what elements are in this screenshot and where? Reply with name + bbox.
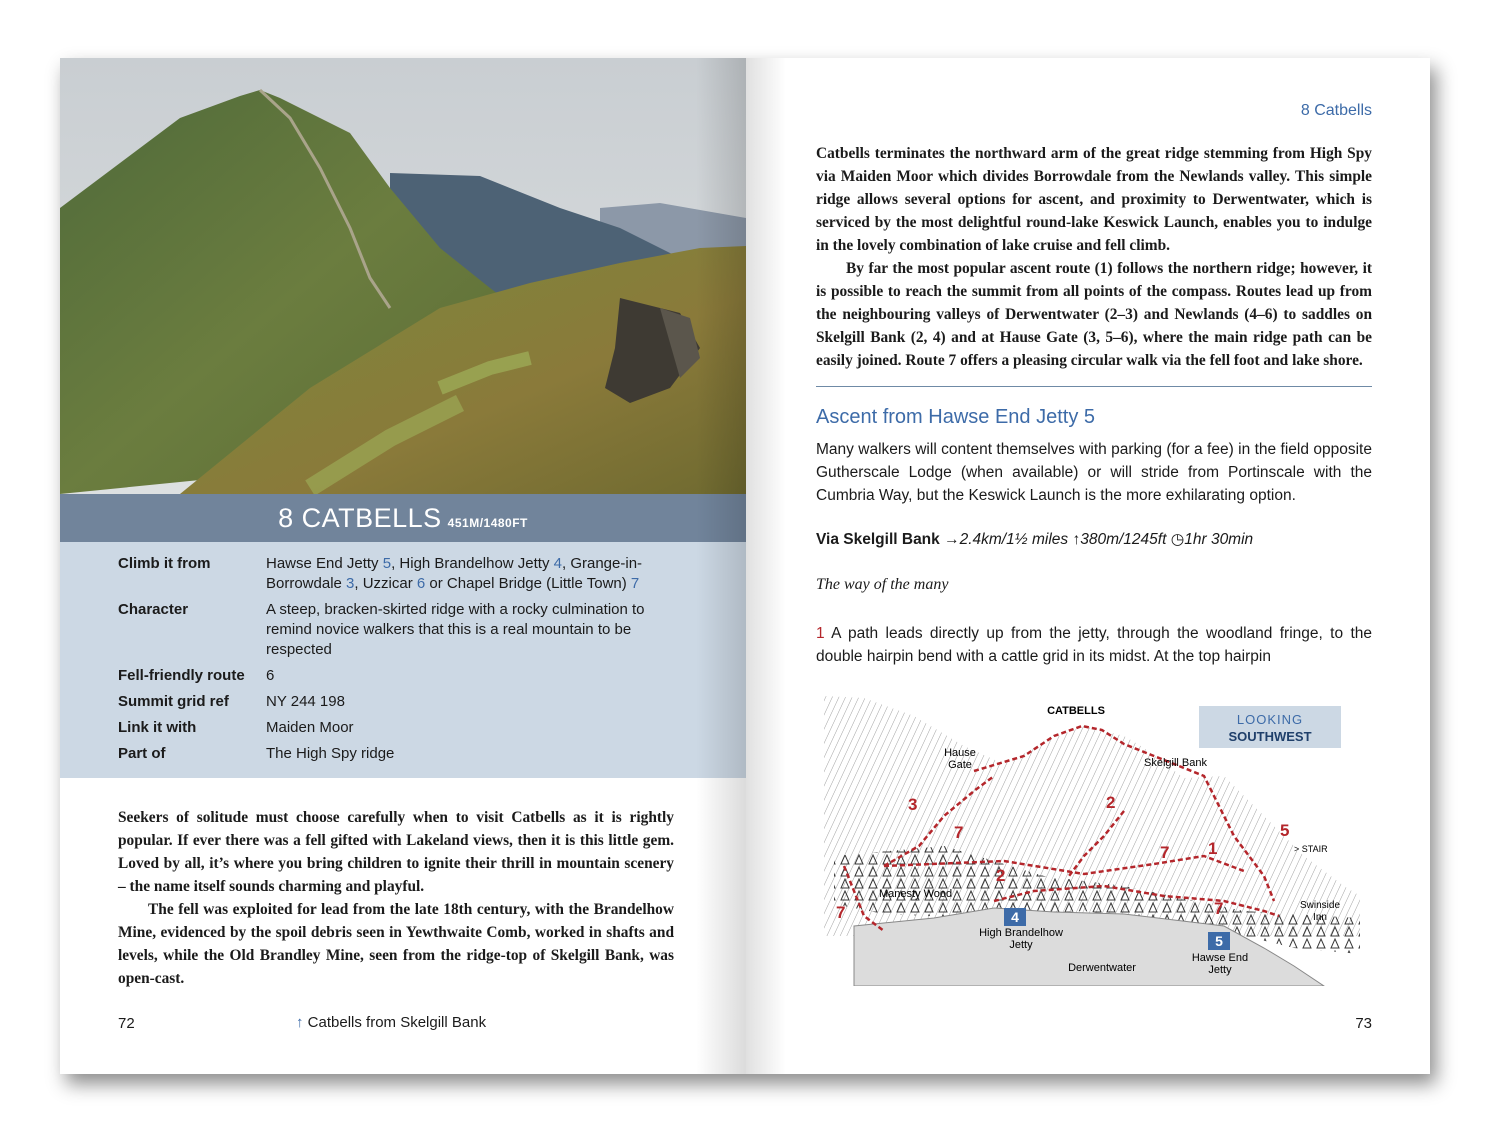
fell-title: 8 CATBELLS	[278, 503, 442, 533]
route-number: 3	[908, 795, 918, 814]
fact-value: A steep, bracken-skirted ridge with a rocky culmination to remind novice walkers that this is a real mountain to be respected	[266, 601, 645, 658]
fact-label: Summit grid ref	[118, 693, 229, 710]
looking-label: LOOKING	[1236, 712, 1304, 727]
route-map	[824, 686, 1360, 986]
route-number: 7	[1214, 899, 1224, 918]
step-number: 1	[816, 625, 825, 642]
route-number: 7	[836, 903, 846, 922]
route-number: 2	[1106, 793, 1116, 812]
running-head: 8 Catbells	[1300, 102, 1372, 119]
route-distance: 2.4km/1½ miles	[959, 531, 1069, 548]
route-number: 7	[954, 823, 964, 842]
book-spread	[60, 58, 1430, 1074]
fact-row	[118, 554, 676, 600]
route-ref: 5	[382, 555, 392, 572]
gutter-shadow	[696, 58, 746, 1074]
paragraph: The fell was exploited for lead from the late 18th century, with the Brandelhow Mine, evidenced by the spoil debris seen in Yewthwaite Comb, worked in shafts and levels, while the Old Brandley Mine, seen from the ridge-top of Skelgill Bank, was open-cast.	[118, 901, 674, 987]
photo-caption	[296, 1014, 486, 1031]
paragraph: Seekers of solitude must choose carefully when to visit Catbells as it is rightly popular. If ever there was a fell gifted with Lakeland views, then it is this little gem. Loved by all, it’s where you bring children to ignite their thrill in mountain scenery – the name itself sounds charming and playful.	[118, 809, 674, 895]
swinside-label: Swinside	[1299, 900, 1341, 911]
brandelhow-label: High Brandelhow	[979, 927, 1063, 939]
route-time: 1hr 30min	[1184, 531, 1254, 548]
arrow-up-icon: ↑	[1072, 531, 1081, 548]
brandelhow-label: Jetty	[1009, 939, 1033, 951]
route-step	[816, 622, 1372, 668]
paragraph: By far the most popular ascent route (1) follows the northern ridge; however, it is possible to reach the summit from all points of the compass. Routes lead up from the neighbouring valleys of Derwentwater (2–3) and Newlands (4–6) to saddles on Skelgill Bank (2, 4) and at Hause Gate (3, 5–6), where the main ridge path can be easily joined. Route 7 offers a pleasing circular walk via the fell foot and lake shore.	[816, 260, 1372, 369]
skelgill-label: Skelgill Bank	[1144, 757, 1207, 769]
fact-text: , Uzzicar	[354, 575, 417, 592]
up-arrow-icon: ↑	[296, 1014, 304, 1031]
fell-title-band	[60, 494, 746, 542]
fact-text: , Grange-in-Borrowdale	[266, 555, 643, 592]
right-intro-text	[816, 142, 1372, 372]
fact-label: Part of	[118, 745, 166, 762]
caption-text: Catbells from Skelgill Bank	[307, 1014, 487, 1031]
route-number: 5	[1280, 821, 1290, 840]
page-number-left: 72	[118, 1015, 135, 1032]
fact-label: Link it with	[118, 719, 197, 736]
fact-value: 6	[266, 667, 275, 684]
gutter-shadow	[746, 58, 786, 1074]
hawse-label: Hawse End	[1191, 952, 1249, 964]
manesty-label: Manesty Wood	[879, 888, 953, 900]
fact-row	[118, 600, 676, 666]
fact-row	[118, 666, 676, 692]
fell-facts-box	[60, 542, 746, 778]
section-intro: Many walkers will content themselves with parking (for a fee) in the field opposite Gutherscale Lodge (when available) or will stride from Portinscale with the Cumbria Way, but the Keswick Launch is the more exhilarating option.	[816, 441, 1372, 504]
jetty-number: 4	[1011, 909, 1019, 925]
jetty-number: 5	[1215, 933, 1223, 949]
fact-value	[266, 554, 676, 600]
fell-height: 451M/1480FT	[447, 516, 528, 530]
route-ref: 3	[346, 575, 355, 592]
fact-row	[118, 744, 676, 770]
fact-text: Hawse End Jetty	[266, 555, 383, 572]
swinside-label: Inn	[1313, 912, 1327, 923]
route-summary	[816, 530, 1253, 549]
fact-label: Fell-friendly route	[118, 667, 245, 684]
right-page	[746, 58, 1430, 1074]
route-ref: 4	[553, 555, 562, 572]
clock-icon: ◷	[1170, 531, 1185, 548]
hawse-label: Jetty	[1208, 964, 1232, 976]
left-page	[60, 58, 746, 1074]
route-ref: 7	[630, 575, 640, 592]
route-ascent: 380m/1245ft	[1080, 531, 1167, 548]
page-number-right: 73	[1355, 1015, 1372, 1032]
step-text: A path leads directly up from the jetty, through the woodland fringe, to the double hairpin bend with a cattle grid in its midst. At the top hairpin	[816, 625, 1373, 665]
fact-value: Maiden Moor	[266, 719, 354, 736]
fact-value: NY 244 198	[266, 693, 345, 710]
stair-label: > STAIR	[1294, 844, 1328, 854]
fact-row	[118, 692, 676, 718]
section-number: 5	[1083, 406, 1096, 428]
route-number: 2	[996, 866, 1006, 885]
paragraph: Catbells terminates the northward arm of the great ridge stemming from High Spy via Maiden Moor which divides Borrowdale from the Newlands valley. This simple ridge allows several options for ascent, and proximity to Derwentwater, which is serviced by the most delightful round-lake Keswick Launch, enables you to indulge in the lovely combination of lake cruise and fell climb.	[816, 145, 1372, 254]
section-divider	[816, 386, 1372, 387]
lake-label: Derwentwater	[1068, 962, 1136, 974]
catbells-photo	[60, 58, 746, 494]
hause-label: Hause	[944, 747, 976, 759]
section-heading	[816, 406, 1095, 429]
fact-label: Climb it from	[118, 555, 211, 572]
fact-label: Character	[118, 601, 189, 618]
route-ref: 6	[416, 575, 426, 592]
hause-label: Gate	[948, 759, 972, 771]
fell-facts-table	[118, 554, 676, 770]
arrow-right-icon: →	[944, 531, 960, 548]
route-name: Via Skelgill Bank	[816, 531, 940, 548]
fact-text: , High Brandelhow Jetty	[391, 555, 554, 572]
fact-text: or Chapel Bridge (Little Town)	[425, 575, 631, 592]
route-number: 1	[1208, 839, 1218, 858]
fact-value: The High Spy ridge	[266, 745, 395, 762]
left-body-text	[118, 806, 674, 990]
mountain-photo-illustration	[60, 58, 746, 494]
route-number: 7	[1160, 843, 1170, 862]
looking-direction: SOUTHWEST	[1228, 729, 1312, 744]
summit-label: CATBELLS	[1047, 705, 1105, 717]
fact-row	[118, 718, 676, 744]
section-title: Ascent from Hawse End Jetty	[816, 406, 1079, 428]
route-tagline: The way of the many	[816, 576, 949, 593]
